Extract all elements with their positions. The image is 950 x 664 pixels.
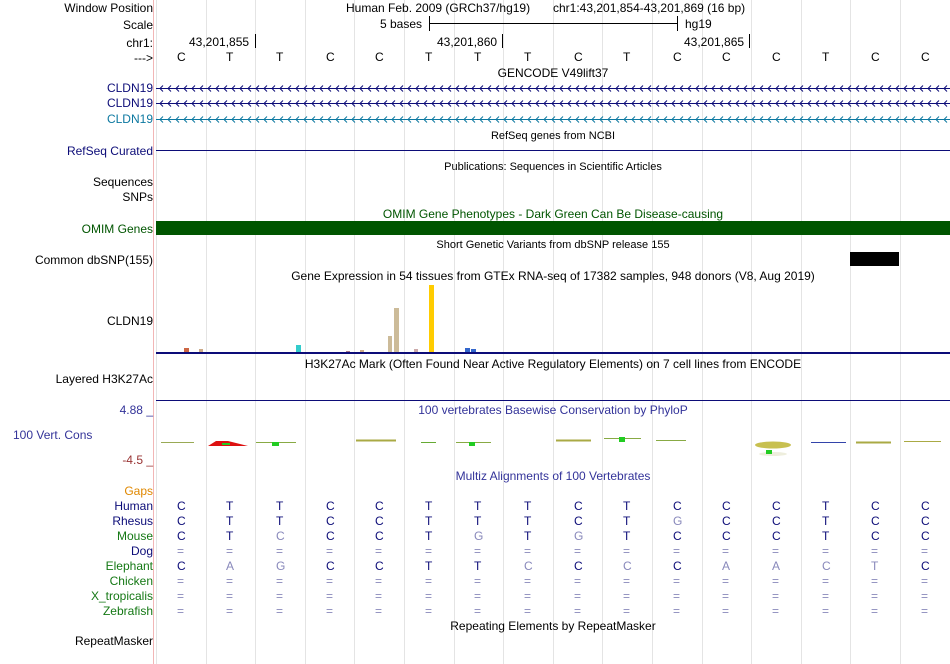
scale-db: hg19 xyxy=(685,17,712,31)
refseq-track-title: RefSeq genes from NCBI xyxy=(490,130,616,142)
multiz-gaps-label[interactable]: Gaps xyxy=(124,484,153,498)
window-position-label: Window Position xyxy=(64,1,153,15)
reference-base: T xyxy=(276,50,284,64)
aligned-base: = xyxy=(276,589,284,603)
gtex-tissue-bar[interactable] xyxy=(429,285,434,352)
aligned-base: = xyxy=(673,589,681,603)
h3k27ac-baseline xyxy=(156,400,950,401)
aligned-base: C xyxy=(673,529,682,543)
cons-max-value: 4.88 _ xyxy=(119,403,153,417)
aligned-base: = xyxy=(822,574,830,588)
gtex-expression-plot[interactable] xyxy=(156,285,950,353)
aligned-base: C xyxy=(673,559,682,573)
aligned-base: = xyxy=(623,574,631,588)
multiz-track-title: Multiz Alignments of 100 Vertebrates xyxy=(455,469,651,483)
aligned-base: C xyxy=(326,499,335,513)
aligned-base: G xyxy=(574,529,584,543)
scale-label: Scale xyxy=(122,18,153,32)
gencode-gene-label[interactable]: CLDN19 xyxy=(106,96,153,110)
aligned-base: T xyxy=(425,559,433,573)
repeatmasker-track-title: Repeating Elements by RepeatMasker xyxy=(450,619,656,633)
scale-bar-right xyxy=(677,16,678,31)
aligned-base: = xyxy=(574,589,582,603)
gtex-gene-line xyxy=(156,352,950,354)
reference-base: C xyxy=(574,50,583,64)
reference-base: C xyxy=(673,50,682,64)
species-label[interactable]: Rhesus xyxy=(112,514,153,528)
aligned-base: C xyxy=(326,514,335,528)
aligned-base: G xyxy=(474,529,484,543)
aligned-base: T xyxy=(474,559,482,573)
species-label[interactable]: Mouse xyxy=(116,529,153,543)
aligned-base: = xyxy=(921,574,929,588)
aligned-base: = xyxy=(474,589,482,603)
aligned-base: C xyxy=(722,514,731,528)
aligned-base: C xyxy=(326,559,335,573)
aligned-base: C xyxy=(871,499,880,513)
aligned-base: = xyxy=(524,544,532,558)
aligned-base: C xyxy=(921,514,930,528)
aligned-base: C xyxy=(375,514,384,528)
aligned-base: = xyxy=(474,574,482,588)
aligned-base: C xyxy=(921,499,930,513)
aligned-base: = xyxy=(276,604,284,618)
aligned-base: = xyxy=(574,604,582,618)
gencode-gene-label[interactable]: CLDN19 xyxy=(106,112,153,126)
aligned-base: T xyxy=(226,529,234,543)
reference-base: C xyxy=(326,50,335,64)
aligned-base: = xyxy=(871,589,879,603)
aligned-base: T xyxy=(524,514,532,528)
refseq-gene-line[interactable] xyxy=(156,150,950,151)
aligned-base: = xyxy=(226,574,234,588)
aligned-base: C xyxy=(177,514,186,528)
aligned-base: = xyxy=(474,544,482,558)
aligned-base: C xyxy=(326,529,335,543)
aligned-base: C xyxy=(375,559,384,573)
cons-segment xyxy=(222,443,230,445)
aligned-base: = xyxy=(375,604,383,618)
aligned-base: = xyxy=(425,589,433,603)
aligned-base: C xyxy=(772,529,781,543)
aligned-base: = xyxy=(425,544,433,558)
omim-gene-bar[interactable] xyxy=(156,221,950,235)
aligned-base: C xyxy=(177,559,186,573)
aligned-base: T xyxy=(276,499,284,513)
label-separator xyxy=(153,0,154,664)
aligned-base: T xyxy=(425,514,433,528)
aligned-base: C xyxy=(722,499,731,513)
aligned-base: C xyxy=(574,514,583,528)
gencode-transcripts[interactable] xyxy=(156,80,950,128)
species-label[interactable]: X_tropicalis xyxy=(90,589,153,603)
aligned-base: C xyxy=(574,499,583,513)
aligned-base: A xyxy=(772,559,781,573)
dbsnp-variant[interactable] xyxy=(850,252,899,266)
aligned-base: C xyxy=(524,559,533,573)
aligned-base: = xyxy=(326,544,334,558)
gtex-track-title: Gene Expression in 54 tissues from GTEx RNA-seq of 17382 samples, 948 donors (V8, Aug 2019) xyxy=(291,269,815,283)
aligned-base: A xyxy=(226,559,235,573)
aligned-base: C xyxy=(375,499,384,513)
reference-base: T xyxy=(226,50,234,64)
coord-tick xyxy=(255,34,256,48)
aligned-base: T xyxy=(474,514,482,528)
aligned-base: C xyxy=(673,499,682,513)
aligned-base: G xyxy=(673,514,683,528)
aligned-base: = xyxy=(722,544,730,558)
species-label[interactable]: Dog xyxy=(130,544,153,558)
aligned-base: T xyxy=(623,514,631,528)
aligned-base: = xyxy=(276,544,284,558)
chrom-label: chr1: xyxy=(126,36,153,50)
aligned-base: = xyxy=(425,604,433,618)
aligned-base: = xyxy=(375,589,383,603)
aligned-base: C xyxy=(177,529,186,543)
refseq-label[interactable]: RefSeq Curated xyxy=(66,144,153,158)
gencode-track-title: GENCODE V49lift37 xyxy=(497,66,609,80)
cons-blob xyxy=(759,452,787,456)
publications-sequences-label[interactable]: Sequences xyxy=(92,175,153,189)
coord-label: 43,201,860 xyxy=(437,35,498,49)
aligned-base: C xyxy=(276,529,285,543)
aligned-base: C xyxy=(921,529,930,543)
aligned-base: T xyxy=(623,499,631,513)
window-position[interactable]: chr1:43,201,854-43,201,869 (16 bp) xyxy=(553,1,746,15)
aligned-base: = xyxy=(871,574,879,588)
reference-base: T xyxy=(524,50,532,64)
coord-label: 43,201,855 xyxy=(189,35,250,49)
aligned-base: = xyxy=(722,574,730,588)
aligned-base: = xyxy=(871,604,879,618)
reference-base: T xyxy=(623,50,631,64)
gtex-tissue-bar[interactable] xyxy=(388,336,392,352)
aligned-base: = xyxy=(772,574,780,588)
aligned-base: C xyxy=(722,529,731,543)
cons-segment xyxy=(469,442,475,446)
aligned-base: C xyxy=(574,559,583,573)
aligned-base: = xyxy=(822,544,830,558)
species-label[interactable]: Human xyxy=(114,499,153,513)
aligned-base: T xyxy=(425,499,433,513)
aligned-base: = xyxy=(574,544,582,558)
aligned-base: T xyxy=(822,499,830,513)
aligned-base: C xyxy=(822,559,831,573)
publications-snps-label[interactable]: SNPs xyxy=(122,190,153,204)
aligned-base: = xyxy=(574,574,582,588)
repeatmasker-label[interactable]: RepeatMasker xyxy=(74,634,153,648)
aligned-base: = xyxy=(772,589,780,603)
aligned-base: G xyxy=(276,559,286,573)
aligned-base: C xyxy=(921,559,930,573)
aligned-base: = xyxy=(226,544,234,558)
cons-label[interactable]: 100 Vert. Cons xyxy=(13,428,93,442)
coord-tick xyxy=(502,34,503,48)
reference-base: C xyxy=(772,50,781,64)
aligned-base: A xyxy=(722,559,731,573)
aligned-base: = xyxy=(524,574,532,588)
aligned-base: = xyxy=(623,604,631,618)
aligned-base: T xyxy=(226,514,234,528)
aligned-base: = xyxy=(425,574,433,588)
aligned-base: C xyxy=(772,499,781,513)
aligned-base: = xyxy=(673,604,681,618)
strand-label: ---> xyxy=(134,51,153,65)
aligned-base: = xyxy=(375,544,383,558)
aligned-base: C xyxy=(375,529,384,543)
aligned-base: = xyxy=(921,604,929,618)
aligned-base: = xyxy=(871,544,879,558)
aligned-base: = xyxy=(524,589,532,603)
aligned-base: T xyxy=(276,514,284,528)
cons-blob xyxy=(755,442,791,449)
aligned-base: = xyxy=(177,589,185,603)
aligned-base: = xyxy=(772,604,780,618)
cons-segment xyxy=(766,450,772,454)
aligned-base: = xyxy=(673,544,681,558)
scale-bar xyxy=(429,23,677,24)
species-label[interactable]: Zebrafish xyxy=(102,604,153,618)
aligned-base: C xyxy=(772,514,781,528)
aligned-base: = xyxy=(921,544,929,558)
aligned-base: = xyxy=(623,544,631,558)
aligned-base: C xyxy=(871,529,880,543)
reference-base: T xyxy=(822,50,830,64)
coord-label: 43,201,865 xyxy=(684,35,745,49)
aligned-base: = xyxy=(772,544,780,558)
aligned-base: = xyxy=(822,604,830,618)
omim-track-title: OMIM Gene Phenotypes - Dark Green Can Be Disease-causing xyxy=(382,207,724,221)
aligned-base: C xyxy=(623,559,632,573)
species-label[interactable]: Chicken xyxy=(109,574,153,588)
gencode-gene-label[interactable]: CLDN19 xyxy=(106,81,153,95)
cons-track-title: 100 vertebrates Basewise Conservation by PhyloP xyxy=(418,403,688,417)
aligned-base: = xyxy=(722,604,730,618)
reference-base: C xyxy=(921,50,930,64)
aligned-base: T xyxy=(226,499,234,513)
assembly-name: Human Feb. 2009 (GRCh37/hg19) xyxy=(346,1,531,15)
aligned-base: T xyxy=(822,529,830,543)
aligned-base: = xyxy=(177,574,185,588)
aligned-base: = xyxy=(226,604,234,618)
aligned-base: C xyxy=(177,499,186,513)
reference-base: T xyxy=(425,50,433,64)
aligned-base: T xyxy=(524,499,532,513)
aligned-base: = xyxy=(326,574,334,588)
aligned-base: = xyxy=(177,544,185,558)
publications-track-title: Publications: Sequences in Scientific Articles xyxy=(444,161,662,173)
reference-base: C xyxy=(177,50,186,64)
aligned-base: = xyxy=(226,589,234,603)
aligned-base: = xyxy=(326,589,334,603)
cons-segment xyxy=(619,437,625,442)
reference-base: T xyxy=(474,50,482,64)
aligned-base: = xyxy=(375,574,383,588)
aligned-base: = xyxy=(673,574,681,588)
cons-segment xyxy=(272,442,279,446)
aligned-base: C xyxy=(871,514,880,528)
aligned-base: = xyxy=(177,604,185,618)
conservation-plot[interactable] xyxy=(156,430,950,460)
aligned-base: = xyxy=(326,604,334,618)
scale-text: 5 bases xyxy=(380,17,423,31)
h3k27ac-track-title: H3K27Ac Mark (Often Found Near Active Regulatory Elements) on 7 cell lines from ENCODE xyxy=(304,357,802,371)
reference-base: C xyxy=(871,50,880,64)
aligned-base: T xyxy=(474,499,482,513)
aligned-base: T xyxy=(623,529,631,543)
coord-tick xyxy=(749,34,750,48)
aligned-base: T xyxy=(425,529,433,543)
aligned-base: T xyxy=(524,529,532,543)
aligned-base: = xyxy=(921,589,929,603)
aligned-base: = xyxy=(722,589,730,603)
aligned-base: = xyxy=(474,604,482,618)
omim-label[interactable]: OMIM Genes xyxy=(81,222,153,236)
species-label[interactable]: Elephant xyxy=(105,559,153,573)
dbsnp-label[interactable]: Common dbSNP(155) xyxy=(34,253,153,267)
aligned-base: = xyxy=(524,604,532,618)
gtex-tissue-bar[interactable] xyxy=(394,308,399,352)
reference-base: C xyxy=(722,50,731,64)
aligned-base: = xyxy=(276,574,284,588)
aligned-base: = xyxy=(822,589,830,603)
cons-min-value: -4.5 _ xyxy=(122,453,153,467)
reference-base: C xyxy=(375,50,384,64)
aligned-base: T xyxy=(822,514,830,528)
gtex-label[interactable]: CLDN19 xyxy=(106,314,153,328)
h3k27ac-label[interactable]: Layered H3K27Ac xyxy=(55,372,153,386)
dbsnp-track-title: Short Genetic Variants from dbSNP release 155 xyxy=(436,239,670,251)
gtex-tissue-bar[interactable] xyxy=(296,345,301,352)
aligned-base: T xyxy=(871,559,879,573)
aligned-base: = xyxy=(623,589,631,603)
